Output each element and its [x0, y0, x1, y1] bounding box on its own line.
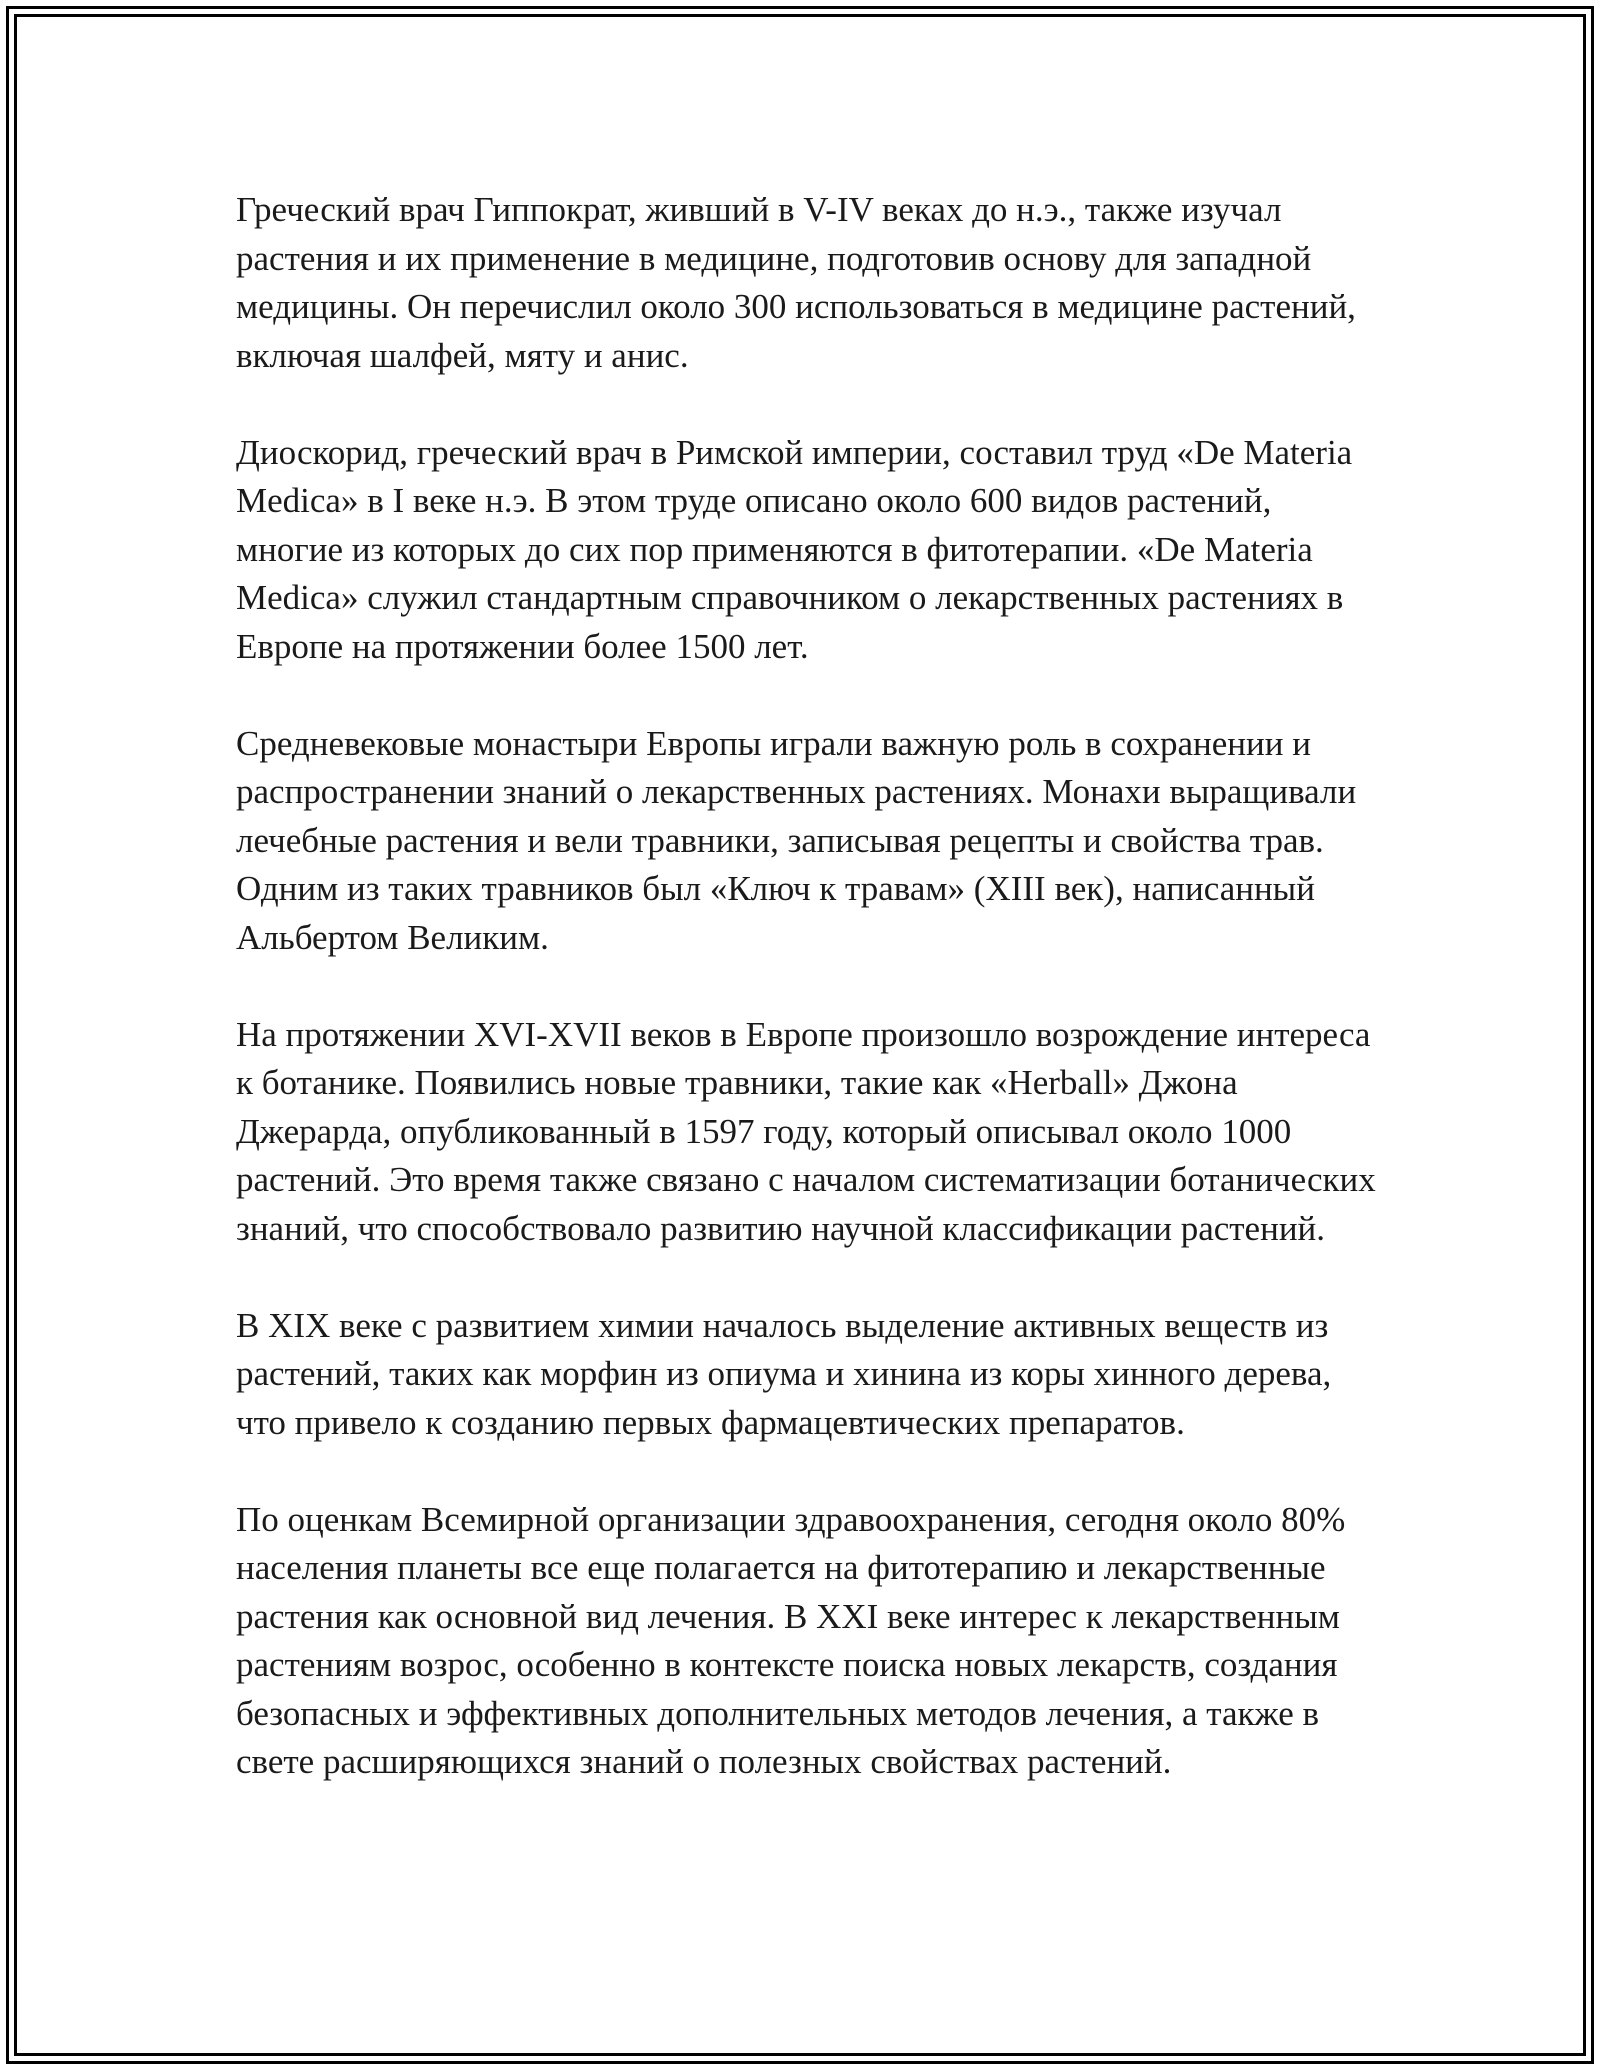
paragraph-19th-century-chemistry: В XIX веке с развитием химии началось выделение активных веществ из растений, таких как морфин из опиума и хинина из коры хинного дерева, что привело к созданию первых фармацевтических препаратов.: [236, 1305, 1332, 1442]
document-body: [236, 186, 1376, 1787]
paragraph-medieval-monasteries: Средневековые монастыри Европы играли важную роль в сохранении и распространении знаний о лекарственных растениях. Монахи выращивали лечебные растения и вели травники, записывая рецепты и свойства трав. Одним из таких травников был «Ключ к травам» (XIII век), написанный Альбертом Великим.: [236, 723, 1357, 957]
paragraph-hippocrates: Греческий врач Гиппократ, живший в V-IV веках до н.э., также изучал растения и их применение в медицине, подготовив основу для западной медицины. Он перечислил около 300 использоваться в медицине растений, включая шалфей, мяту и анис.: [236, 190, 1356, 375]
paragraph-who-modern-use: По оценкам Всемирной организации здравоохранения, сегодня около 80% населения планеты все еще полагается на фитотерапию и лекарственные растения как основной вид лечения. В XXI веке интерес к лекарственным растениям возрос, особенно в контексте поиска новых лекарств, создания безопасных и эффективных дополнительных методов лечения, а также в свете расширяющихся знаний о полезных свойствах растений.: [236, 1499, 1346, 1781]
paragraph-dioscorides: Диоскорид, греческий врач в Римской империи, составил труд «De Materia Medica» в I веке н.э. В этом труде описано около 600 видов растений, многие из которых до сих пор применяются в фитотерапии. «De Materia Medica» служил стандартным справочником о лекарственных растениях в Европе на протяжении более 1500 лет.: [236, 432, 1353, 666]
paragraph-renaissance-botany: На протяжении XVI-XVII веков в Европе произошло возрождение интереса к ботанике. Появились новые травники, такие как «Herball» Джона Джерарда, опубликованный в 1597 году, который описывал около 1000 растений. Это время также связано с началом систематизации ботанических знаний, что способствовало развитию научной классификации растений.: [236, 1014, 1376, 1248]
